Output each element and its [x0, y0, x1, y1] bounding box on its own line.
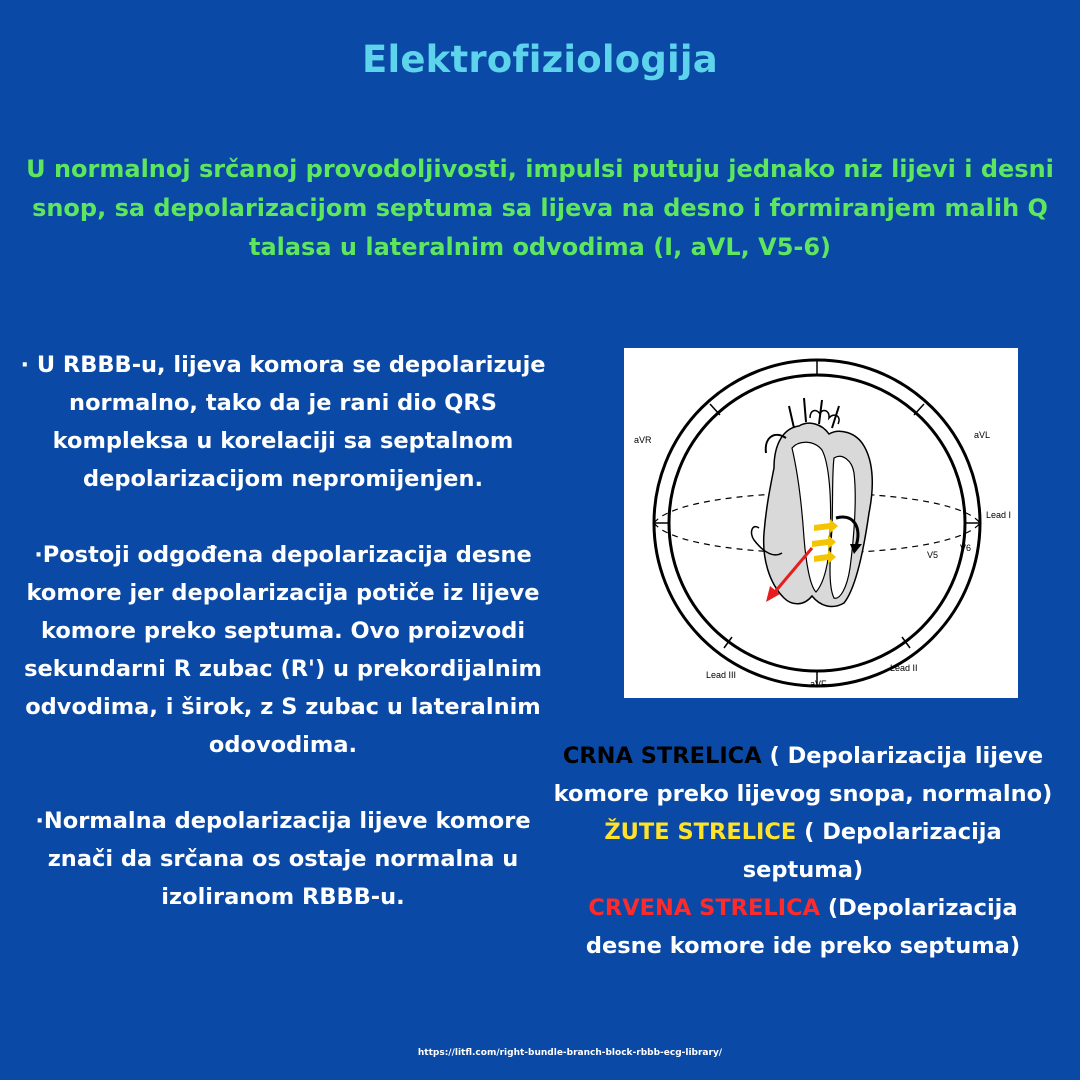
- label-v6: V6: [960, 543, 972, 553]
- point-normal-axis: ·Normalna depolarizacija lijeve komore znači da srčana os ostaje normalna u izoliranom RBBB-u.: [35, 808, 531, 910]
- points-list: [18, 346, 548, 954]
- label-avf: aVF: [810, 679, 827, 689]
- legend-red-label: CRVENA STRELICA: [588, 895, 821, 921]
- label-avl: aVL: [974, 430, 991, 440]
- label-lead-ii: Lead II: [890, 663, 918, 673]
- legend-black-text: ( Depolarizacija lijeve komore preko lijevog snopa, normalno): [553, 743, 1053, 807]
- point-delayed-depolarization: ·Postoji odgođena depolarizacija desne komore jer depolarizacija potiče iz lijeve komore preko septuma. Ovo proizvodi sekundarni R zubac (R') u prekordijalnim odvodima, i širok, z S zubac u lateralnim odovodima.: [24, 542, 542, 758]
- yellow-arrows: [812, 519, 838, 564]
- legend-black-label: CRNA STRELICA: [562, 743, 762, 769]
- label-lead-iii: Lead III: [706, 670, 737, 680]
- heart-diagram: [624, 348, 1018, 698]
- label-v5: V5: [927, 550, 939, 560]
- point-rbbb-left-ventricle: · U RBBB-u, lijeva komora se depolarizuje normalno, tako da je rani dio QRS kompleksa u korelaciji sa septalnom depolarizacijom nepromijenjen.: [20, 352, 546, 492]
- page-title: Elektrofiziologija: [362, 38, 718, 81]
- legend-yellow-text: ( Depolarizacija septuma): [742, 819, 1002, 883]
- label-avr: aVR: [634, 435, 652, 445]
- intro-text: U normalnoj srčanoj provodoljivosti, impulsi putuju jednako niz lijevi i desni snop, sa depolarizacijom septuma sa lijeva na desno i formiranjem malih Q talasa u lateralnim odvodima (I, aVL, V5-6): [26, 155, 1054, 261]
- arrow-legend: [548, 737, 1058, 965]
- legend-red-text: (Depolarizacija desne komore ide preko septuma): [585, 895, 1021, 959]
- source-link: https://litfl.com/right-bundle-branch-block-rbbb-ecg-library/: [417, 1048, 723, 1058]
- label-lead-i: Lead I: [986, 510, 1012, 520]
- heart-axis-svg: [624, 348, 1018, 698]
- legend-yellow-label: ŽUTE STRELICE: [604, 819, 797, 845]
- heart-icon: [752, 398, 873, 607]
